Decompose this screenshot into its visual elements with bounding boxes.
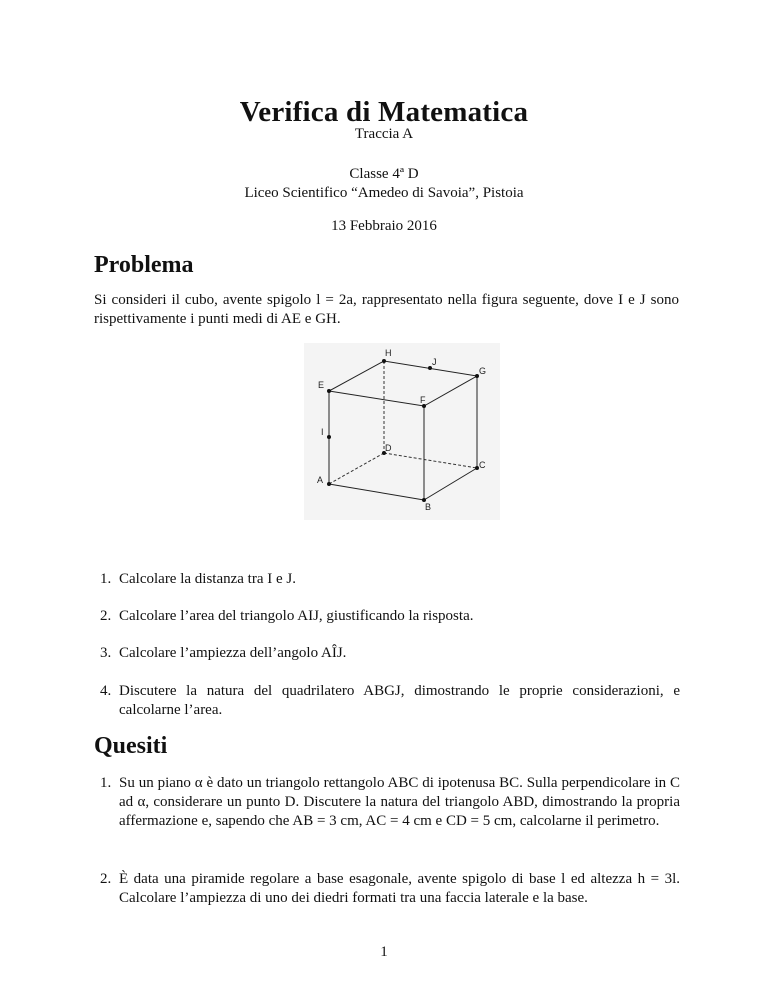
item-text: Calcolare la distanza tra I e J. [119,571,296,587]
problem-heading: Problema [94,252,194,278]
label-J: J [432,357,437,367]
item-text: Calcolare l’ampiezza dell’angolo AÎJ. [119,645,347,661]
date-line: 13 Febbraio 2016 [331,218,437,234]
label-F: F [420,395,426,405]
label-G: G [479,366,487,376]
item-text: È data una piramide regolare a base esagonale, avente spigolo di base l ed altezza h = 3l. Calcolare l’ampiezza di uno dei diedri formati tra una faccia laterale e la base. [119,871,680,906]
item-number: 2. [100,608,112,624]
label-D: D [385,443,392,453]
label-C: C [479,460,486,470]
label-E: E [318,380,325,390]
school-line: Liceo Scientifico “Amedeo di Savoia”, Pistoia [244,185,524,201]
figure-background [304,343,500,520]
item-text: Calcolare l’area del triangolo AIJ, giustificando la risposta. [119,608,474,624]
trace-label: Traccia A [354,126,414,142]
document-title: Verifica di Matematica [239,96,529,128]
item-text: Discutere la natura del quadrilatero ABGJ, dimostrando le proprie considerazioni, e calcolarne l’area. [119,683,680,718]
item-number: 1. [100,775,112,791]
item-number: 4. [100,683,112,699]
cube-figure [304,343,500,520]
class-line: Classe 4ª D [349,166,419,182]
questions-heading: Quesiti [94,733,168,759]
label-I: I [321,427,324,437]
page-number: 1 [380,944,388,960]
label-H: H [385,348,392,358]
problem-intro: Si consideri il cubo, avente spigolo l = 2a, rappresentato nella figura seguente, dove I e J sono rispettivamente i punti medi di AE e GH. [94,292,679,327]
label-A: A [317,475,324,485]
label-B: B [425,502,432,512]
item-number: 2. [100,871,112,887]
item-number: 3. [100,645,112,661]
item-number: 1. [100,571,112,587]
item-text: Su un piano α è dato un triangolo rettangolo ABC di ipotenusa BC. Sulla perpendicolare in C ad α, considerare un punto D. Discutere la natura del triangolo ABD, dimostrando la propria affermazione e, sapendo che AB = 3 cm, AC = 4 cm e CD = 5 cm, calcolarne il perimetro. [119,775,680,829]
